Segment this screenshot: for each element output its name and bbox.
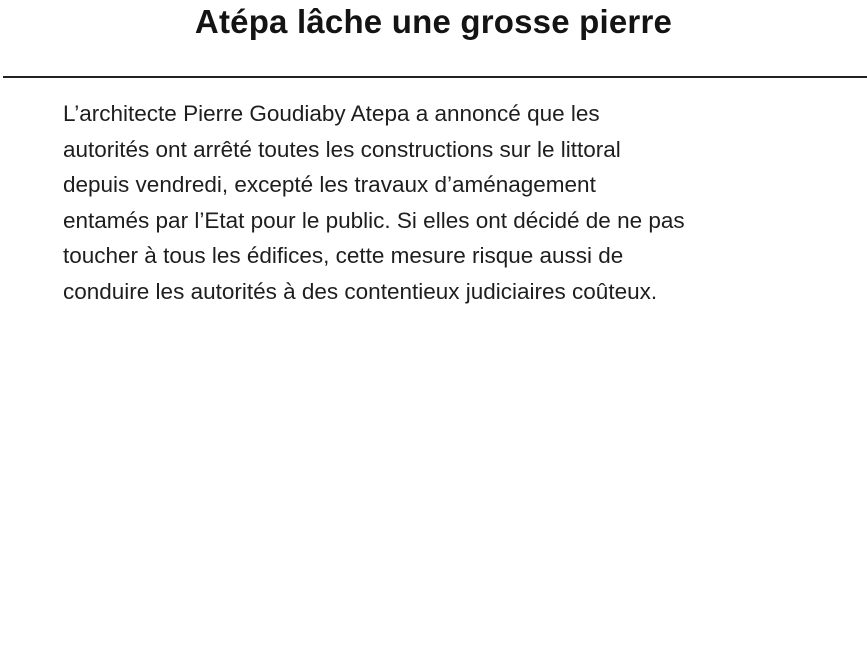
lead-line: conduire les autorités à des contentieux judiciaires coûteux. (63, 278, 658, 304)
article-title: Atépa lâche une grosse pierre (194, 3, 673, 40)
lead-line: entamés par l’Etat pour le public. Si elles ont décidé de ne pas (63, 207, 685, 233)
lead-line: toucher à tous les édifices, cette mesure risque aussi de (63, 243, 624, 268)
article-lead (63, 96, 823, 309)
lead-line: L’architecte Pierre Goudiaby Atepa a annoncé que les (63, 101, 600, 126)
title-divider (3, 76, 867, 78)
lead-line: depuis vendredi, excepté les travaux d’aménagement (63, 172, 596, 197)
lead-line: autorités ont arrêté toutes les constructions sur le littoral (63, 136, 621, 162)
